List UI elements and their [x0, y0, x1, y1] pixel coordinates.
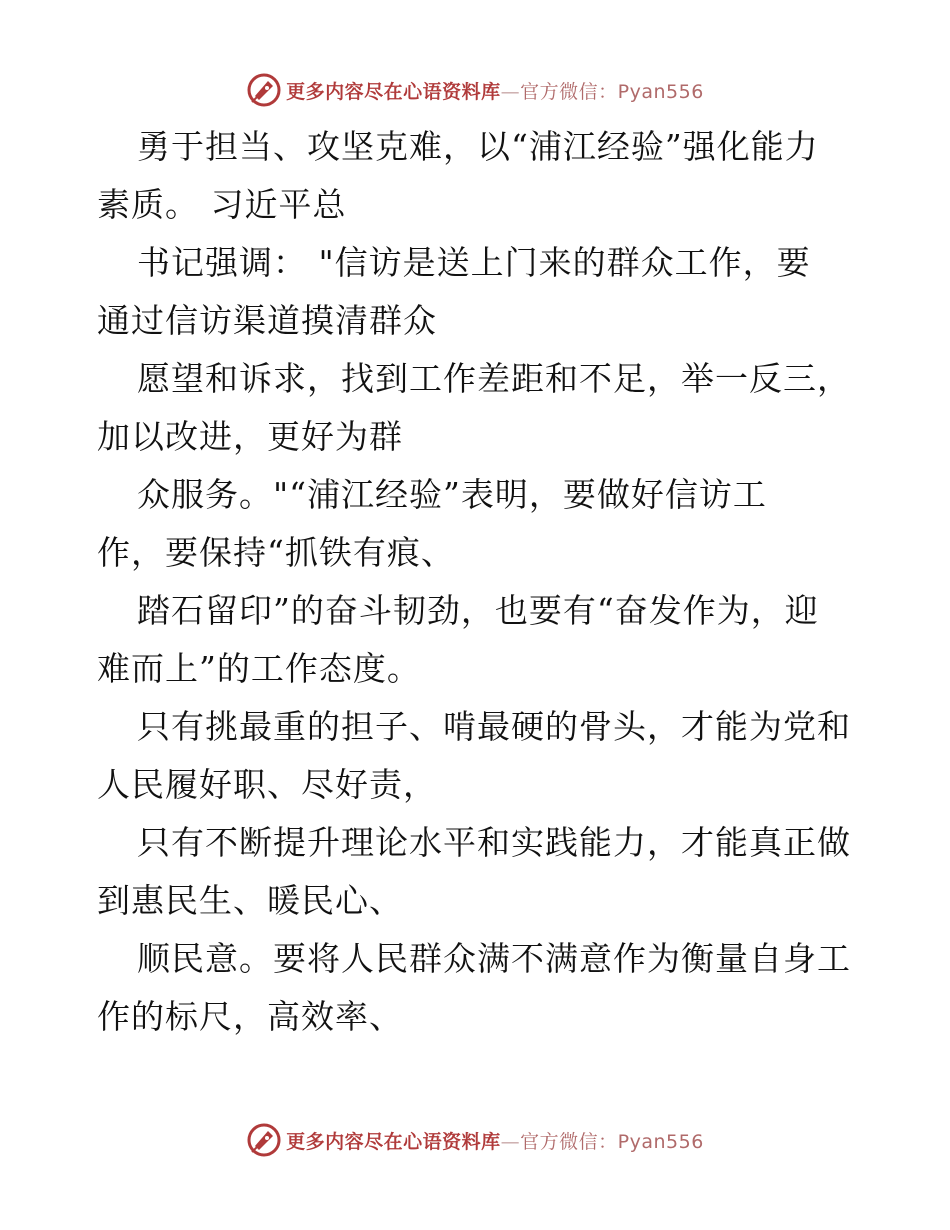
footer-text — [286, 1127, 704, 1154]
text-line: 素质。 习近平总 — [97, 185, 347, 224]
text-line: 书记强调： "信访是送上门来的群众工作，要 — [137, 243, 811, 282]
document-body — [97, 118, 867, 1046]
footer-wechat-label: 官方微信：Pyan556 — [520, 1130, 704, 1153]
pen-nib-logo-icon — [246, 1122, 282, 1158]
pen-nib-logo-icon — [246, 72, 282, 108]
text-line: 众服务。"“浦江经验”表明，要做好信访工 — [137, 475, 767, 514]
header-wechat-label: 官方微信：Pyan556 — [520, 80, 704, 103]
text-line: 到惠民生、暖民心、 — [97, 881, 403, 920]
header-brand-text: 更多内容尽在心语资料库 — [286, 80, 501, 103]
text-line: 踏石留印”的奋斗韧劲，也要有“奋发作为，迎 — [137, 591, 819, 630]
header-separator: — — [500, 80, 521, 103]
text-line: 难而上”的工作态度。 — [97, 649, 421, 688]
footer-separator: — — [500, 1130, 521, 1153]
header-banner — [0, 70, 950, 110]
text-line: 只有挑最重的担子、啃最硬的骨头，才能为党和 — [137, 707, 851, 746]
text-line: 加以改进，更好为群 — [97, 417, 403, 456]
header-text — [286, 77, 704, 104]
text-line: 作的标尺，高效率、 — [97, 997, 403, 1036]
text-line: 通过信访渠道摸清群众 — [97, 301, 437, 340]
footer-banner — [0, 1120, 950, 1160]
text-line: 只有不断提升理论水平和实践能力，才能真正做 — [137, 823, 851, 862]
text-line: 人民履好职、尽好责， — [97, 765, 437, 804]
footer-brand-text: 更多内容尽在心语资料库 — [286, 1130, 501, 1153]
text-line: 勇于担当、攻坚克难，以“浦江经验”强化能力 — [137, 127, 819, 166]
text-line: 愿望和诉求，找到工作差距和不足，举一反三， — [137, 359, 851, 398]
text-line: 顺民意。要将人民群众满不满意作为衡量自身工 — [137, 939, 851, 978]
text-line: 作，要保持“抓铁有痕、 — [97, 533, 455, 572]
